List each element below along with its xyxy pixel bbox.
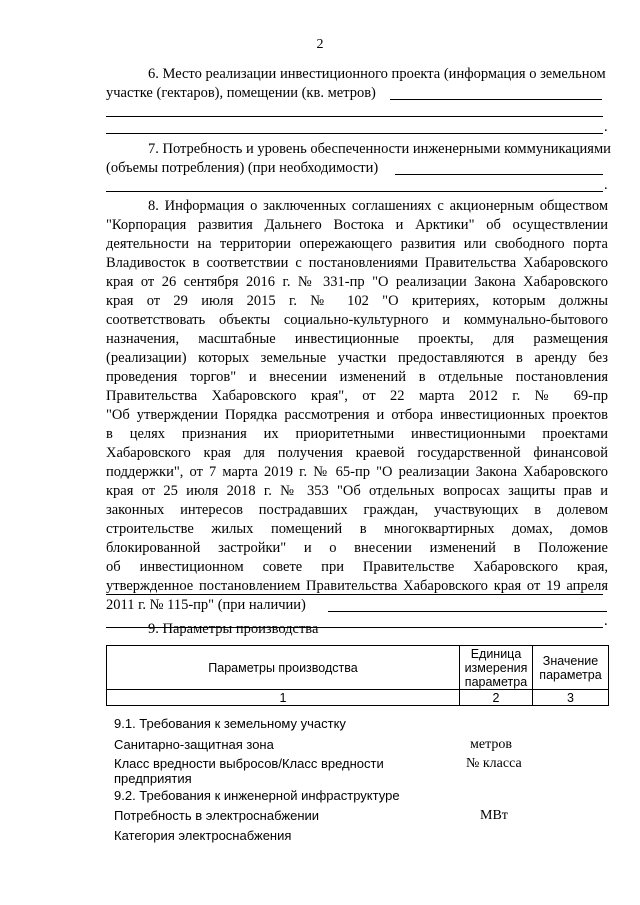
row-unit-hazard-class: № класса: [466, 756, 522, 771]
header-params: Параметры производства: [107, 646, 460, 690]
item8-line: (реализации) которых земельные участки предоставляются в аренду без: [106, 350, 608, 366]
item8-line: "Корпорация развития Дальнего Востока и Арктики" об осуществлении: [106, 217, 608, 233]
item8-line: законных интересов пострадавших граждан, участвующих в долевом: [106, 502, 608, 518]
col-number-2: 2: [460, 690, 533, 706]
row-label-sanitary-zone: Санитарно-защитная зона: [114, 737, 274, 752]
table-header-row: [107, 646, 609, 690]
item8-line: Правительства Хабаровского края", от 22 марта 2012 г. № 69-пр: [106, 388, 608, 404]
item9-heading: 9. Параметры производства: [148, 621, 319, 637]
item8-line: "Об утверждении Порядка рассмотрения и отбора инвестиционных проектов: [106, 407, 608, 423]
item8-line: 8. Информация о заключенных соглашениях с акционерным обществом: [148, 198, 608, 214]
col-number-3: 3: [533, 690, 609, 706]
item8-line: в целях признания их приоритетными инвестиционными проектами: [106, 426, 608, 442]
item6-fill-line-1: [390, 99, 602, 100]
item8-line: края от 29 июля 2015 г. № 102 "О критериях, которым должны: [106, 293, 608, 309]
section-infrastructure-requirements: 9.2. Требования к инженерной инфраструктуре: [114, 788, 400, 803]
row-label-power-demand: Потребность в электроснабжении: [114, 808, 320, 823]
item7-fill-line-1: [395, 174, 603, 175]
item8-end-mark: .: [604, 613, 608, 629]
item6-fill-line-3: [106, 133, 603, 134]
row-label-power-category: Категория электроснабжения: [114, 828, 292, 843]
section-land-requirements: 9.1. Требования к земельному участку: [114, 716, 346, 731]
row-unit-power-demand: МВт: [480, 808, 508, 823]
item8-line: проведения торгов" и внесении изменений в отдельные постановления: [106, 369, 608, 385]
item8-fill-line-0: [106, 594, 603, 595]
item8-line: строительстве жилых помещений в многоквартирных домах, домов: [106, 521, 608, 537]
item8-fill-line-1: [328, 611, 607, 612]
item6-fill-line-2: [106, 116, 603, 117]
header-value: Значение параметра: [533, 646, 609, 690]
item8-line: об инвестиционном совете при Правительстве Хабаровского края,: [106, 559, 608, 575]
item7-end-mark: .: [604, 177, 608, 193]
item8-line: деятельности на территории опережающего развития или свободного порта: [106, 236, 608, 252]
header-unit: Единица измерения параметра: [460, 646, 533, 690]
item6-end-mark: .: [604, 119, 608, 135]
item8-last-line: 2011 г. № 115-пр" (при наличии): [106, 597, 306, 613]
item8-line: назначения, масштабные инвестиционные проекты, для размещения: [106, 331, 608, 347]
item7-line1: 7. Потребность и уровень обеспеченности инженерными коммуникациями: [148, 141, 611, 157]
item7-fill-line-2: [106, 191, 603, 192]
page-number: 2: [316, 37, 324, 52]
table-number-row: [107, 690, 609, 706]
col-number-1: 1: [107, 690, 460, 706]
item8-line: поддержки", от 7 марта 2019 г. № 65-пр "О реализации Закона Хабаровского: [106, 464, 608, 480]
item8-line: Владивосток в соответствии с постановлениями Правительства Хабаровского: [106, 255, 608, 271]
row-unit-sanitary-zone: метров: [470, 737, 512, 752]
params-table: [106, 645, 609, 706]
item8-line: блокированной застройки" и о внесении изменений в Положение: [106, 540, 608, 556]
item7-line2: (объемы потребления) (при необходимости): [106, 160, 379, 176]
item6-line1: 6. Место реализации инвестиционного проекта (информация о земельном: [148, 66, 606, 82]
item8-line: утвержденное постановлением Правительства Хабаровского края от 19 апреля: [106, 578, 608, 594]
item8-line: соответствовать объекты социально-культурного и коммунально-бытового: [106, 312, 608, 328]
item8-line: края от 26 сентября 2016 г. № 331-пр "О реализации Закона Хабаровского: [106, 274, 608, 290]
item6-line2: участке (гектаров), помещении (кв. метров): [106, 85, 376, 101]
item8-line: края от 25 июля 2018 г. № 353 "Об отдельных вопросах защиты прав и: [106, 483, 608, 499]
item8-line: Хабаровского края для получения краевой государственной финансовой: [106, 445, 608, 461]
row-label-hazard-class: Класс вредности выбросов/Класс вредности предприятия: [114, 756, 384, 786]
